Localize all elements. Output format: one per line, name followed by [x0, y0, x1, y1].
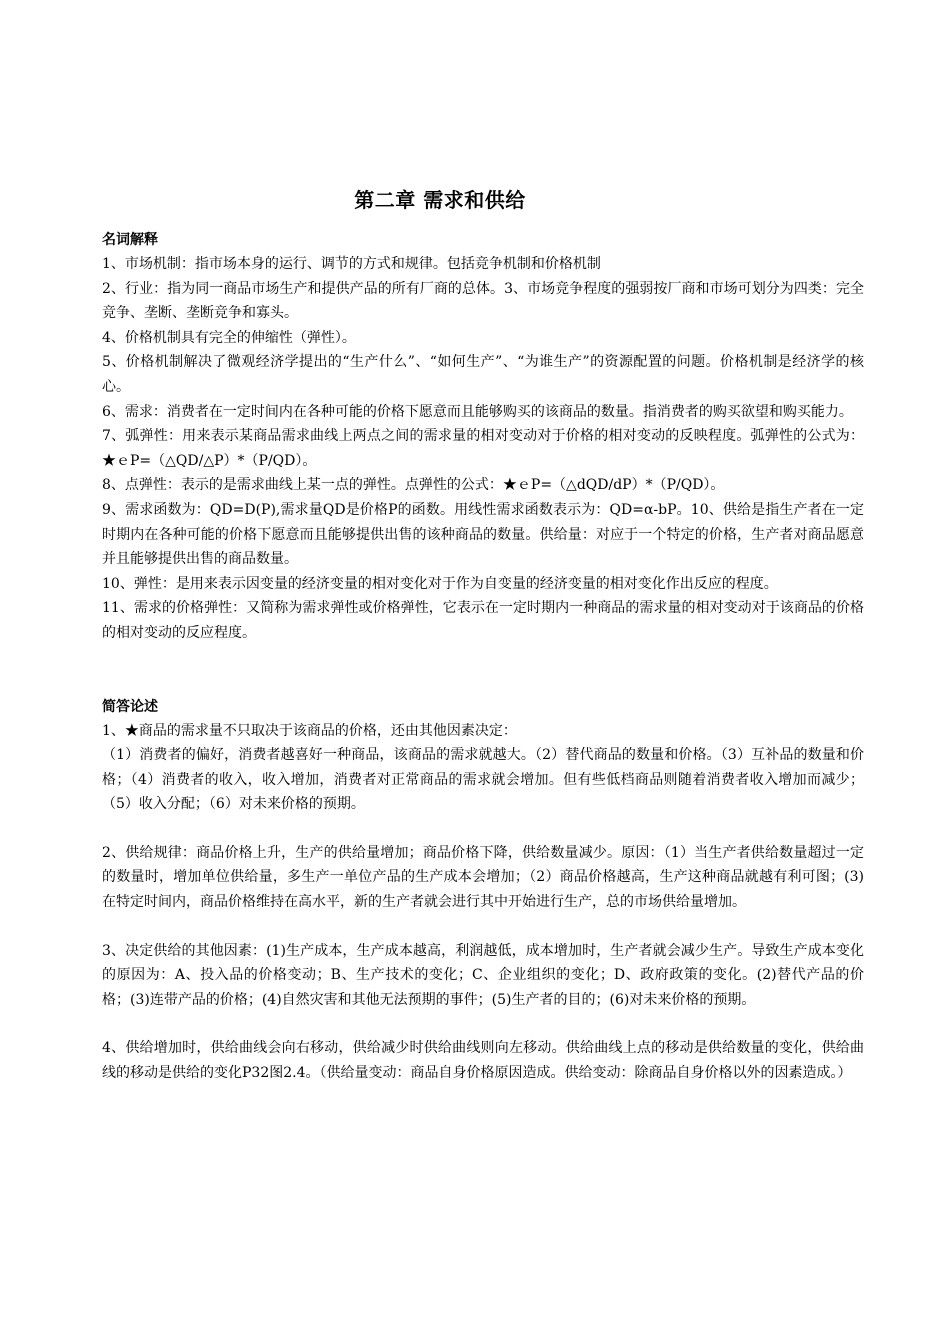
term-item: 11、需求的价格弹性：又简称为需求弹性或价格弹性，它表示在一定时期内一种商品的需求量的相对变动对于该商品的价格的相对变动的反应程度。	[102, 600, 864, 641]
term-item: 2、行业：指为同一商品市场生产和提供产品的所有厂商的总体。3、市场竞争程度的强弱按厂商和市场可划分为四类：完全竞争、垄断、垄断竞争和寡头。	[102, 280, 864, 322]
answer-paragraph: 2、供给规律：商品价格上升，生产的供给量增加；商品价格下降，供给数量减少。原因：（1）当生产者供给数量超过一定的数量时，增加单位供给量，多生产一单位产品的生产成本会增加；（2）商品价格越高，生产这种商品就越有利可图；(3)在特定时间内，商品价格维持在高水平，新的生产者就会进行其中开始进行生产，总的市场供给量增加。	[102, 844, 864, 911]
term-item: 10、弹性：是用来表示因变量的经济变量的相对变化对于作为自变量的经济变量的相对变化作出反应的程度。	[102, 575, 778, 592]
answer-paragraph: 4、供给增加时，供给曲线会向右移动，供给减少时供给曲线则向左移动。供给曲线上点的移动是供给数量的变化，供给曲线的移动是供给的变化P32图2.4。（供给量变动：商品自身价格原因造成。供给变动：除商品自身价格以外的因素造成。）	[102, 1040, 864, 1082]
document-body	[102, 228, 864, 1086]
chapter-title: 第二章 需求和供给	[354, 188, 526, 212]
term-item: 4、价格机制具有完全的伸缩性（弹性）。	[102, 329, 356, 346]
term-item: 6、需求：消费者在一定时间内在各种可能的价格下愿意而且能够购买的该商品的数量。指消费者的购买欲望和购买能力。	[102, 403, 853, 420]
answer-paragraph: 1、★商品的需求量不只取决于该商品的价格，还由其他因素决定：	[102, 722, 517, 739]
answer-paragraph: （1）消费者的偏好，消费者越喜好一种商品，该商品的需求就越大。（2）替代商品的数量和价格。（3）互补品的数量和价格；（4）消费者的收入，收入增加，消费者对正常商品的需求就会增加。但有些低档商品则随着消费者收入增加而减少；（5）收入分配；（6）对未来价格的预期。	[102, 747, 864, 813]
term-item: 9、需求函数为：QD=D(P),需求量QD是价格P的函数。用线性需求函数表示为：QD=α-bP。10、供给是指生产者在一定时期内在各种可能的价格下愿意而且能够提供出售的该种商品的数量。供给量：对应于一个特定的价格，生产者对商品愿意并且能够提供出售的商品数量。	[102, 501, 864, 568]
section-heading-answers: 简答论述	[102, 698, 158, 715]
paragraph-spacer	[102, 817, 864, 841]
term-item: 7、弧弹性：用来表示某商品需求曲线上两点之间的需求量的相对变动对于价格的相对变动的反映程度。弧弹性的公式为：★ｅP=（△QD/△P）*（P/QD）。	[102, 428, 864, 469]
section-heading-terms: 名词解释	[102, 232, 158, 248]
section-spacer	[102, 646, 864, 695]
term-item: 1、市场机制：指市场本身的运行、调节的方式和规律。包括竞争机制和价格机制	[102, 256, 601, 272]
paragraph-spacer	[102, 915, 864, 939]
term-item: 5、价格机制解决了微观经济学提出的“生产什么”、“如何生产”、“为谁生产”的资源配置的问题。价格机制是经济学的核心。	[102, 354, 864, 395]
answer-paragraph: 3、决定供给的其他因素：(1)生产成本，生产成本越高，利润越低，成本增加时，生产者就会减少生产。导致生产成本变化的原因为：A、投入品的价格变动；B、生产技术的变化；C、企业组织的变化；D、政府政策的变化。(2)替代产品的价格；(3)连带产品的价格；(4)自然灾害和其他无法预期的事件；(5)生产者的目的；(6)对未来价格的预期。	[102, 942, 864, 1008]
paragraph-spacer	[102, 1012, 864, 1036]
term-item: 8、点弹性：表示的是需求曲线上某一点的弹性。点弹性的公式：★ｅP=（△dQD/dP）*（P/QD）。	[102, 477, 725, 494]
